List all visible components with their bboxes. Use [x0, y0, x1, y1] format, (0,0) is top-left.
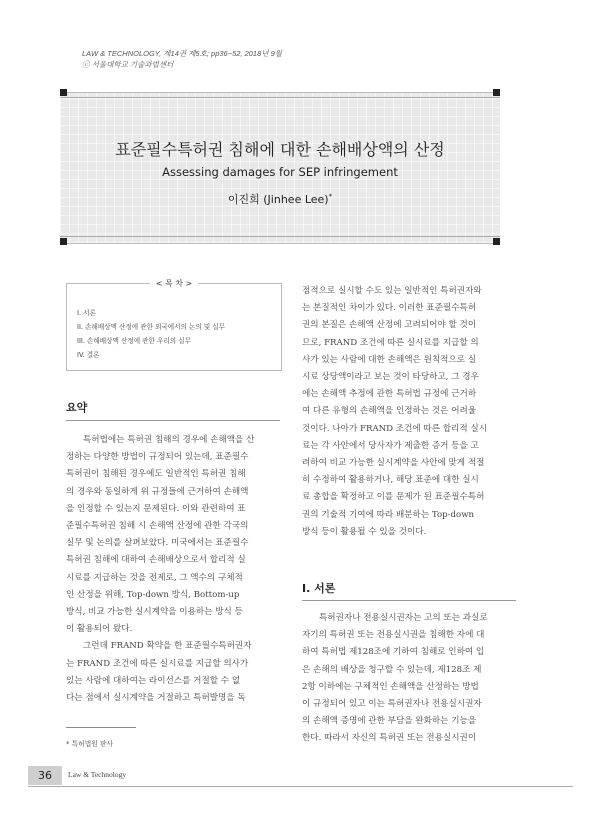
author-footnote-mark: *: [328, 192, 333, 201]
abstract-heading-rule: [66, 420, 280, 421]
footnote-rule: [66, 727, 136, 728]
corner-square-bottom-right: [493, 238, 500, 245]
corner-square-bottom-left: [60, 238, 67, 245]
table-of-contents: [66, 279, 282, 371]
article-title: 표준필수특허권 침해에 대한 손해배상액의 산정: [115, 140, 445, 159]
corner-square-top-left: [60, 89, 67, 96]
article-subtitle: Assessing damages for SEP infringement: [162, 165, 398, 179]
toc-item: IV. 결론: [77, 351, 100, 359]
journal-citation: LAW & TECHNOLOGY, 제14권 제5호; pp36~52, 2018년 9월: [82, 49, 283, 58]
intro-heading-rule: [302, 600, 516, 601]
intro-column: [302, 610, 516, 748]
abstract-heading: 요약: [66, 401, 88, 414]
article-author: [60, 191, 500, 207]
page-number: 36: [28, 766, 62, 785]
journal-info: [82, 48, 282, 70]
banner-top-line: [60, 97, 500, 98]
intro-heading: I. 서론: [302, 582, 336, 595]
corner-square-top-right: [493, 89, 500, 96]
running-head: Law & Technology: [68, 770, 127, 779]
author-name: 이진희 (Jinhee Lee): [227, 193, 329, 206]
banner-bottom-line: [60, 236, 500, 237]
abstract-paragraph: 그런데 FRAND 확약을 한 표준필수특허권자 는 FRAND 조건에 따른 실시료를 지급할 의사가 있는 사람에 대하여는 라이선스를 거절할 수 없 다는 점에서 실시계약을 거절하고 특허발명을 독: [66, 641, 252, 704]
toc-item: III. 손해배상액 산정에 관한 우리의 실무: [77, 337, 191, 345]
toc-title: < 목 차 >: [150, 279, 199, 288]
abstract-right-column: [302, 283, 516, 541]
intro-paragraph: 특허권자나 전용실시권자는 고의 또는 과실로 자기의 특허권 또는 전용실시권을 침해한 자에 대 하여 특허법 제128조에 기하여 침해로 인하여 입 은 손해의 배상을 청구할 수 있는데, 제128조 제 2항 이하에는 구체적인 손해액을 산정하는 방법 이 규정되어 있고 이는 특허권자나 전용실시권자 의 손해액 증명에 관한 부담을 완화하는 기능을 한다. 따라서 자신의 특허권 또는 전용실시권이: [302, 613, 488, 744]
toc-item: I. 서론: [77, 309, 96, 317]
journal-copyright: ⓒ 서울대학교 기술과법센터: [82, 60, 174, 69]
footnote: * 특허법원 판사: [66, 740, 114, 748]
abstract-left-column: [66, 432, 280, 707]
footer-rule: [28, 786, 573, 787]
abstract-paragraph: 특허법에는 특허권 침해의 경우에 손해액을 산 정하는 다양한 방법이 규정되어 있는데, 표준필수 특허권이 침해된 경우에도 일반적인 특허권 침해 의 경우와 동일하게 위 규정들에 근거하여 손해액 을 인정할 수 있는지 문제된다. 이와 관련하여 표 준필수특허권 침해 시 손해액 산정에 관한 각국의 실무 및 논의를 살펴보았다. 미국에서는 표준필수 특허권 침해에 대하여 손해배상으로서 합리적 실 시료를 지급하는 것을 전제로, 그 액수의 구체적 인 산정을 위해, Top-down 방식, Bottom-up 방식, 비교 가능한 실시계약을 이용하는 방식 등 이 활용되어 왔다.: [66, 435, 255, 635]
abstract-continued-paragraph: 점적으로 실시할 수도 있는 일반적인 특허권자와 는 본질적인 차이가 있다. 이러한 표준필수특허 권의 본질은 손해액 산정에 고려되어야 할 것이 므로, FRAND 조건에 따른 실시료를 지급할 의 사가 있는 사람에 대한 손해액은 원칙적으로 실 시료 상당액이라고 보는 것이 타당하고, 그 경우 에는 손해액 추정에 관한 특허법 규정에 근거하 여 다른 유형의 손해액을 인정하는 것은 어려울 것이다. 나아가 FRAND 조건에 따른 합리적 실시 료는 각 사안에서 당사자가 제출한 증거 등을 고 려하여 비교 가능한 실시계약을 사안에 맞게 적절 히 수정하여 활용하거나, 해당 표준에 대한 실시 료 총합을 확정하고 이를 문제가 된 표준필수특허 권의 기술적 기여에 따라 배분하는 Top-down 방식 등이 활용될 수 있을 것이다.: [302, 286, 487, 537]
toc-item: II. 손해배상액 산정에 관한 외국에서의 논의 및 실무: [77, 323, 226, 331]
